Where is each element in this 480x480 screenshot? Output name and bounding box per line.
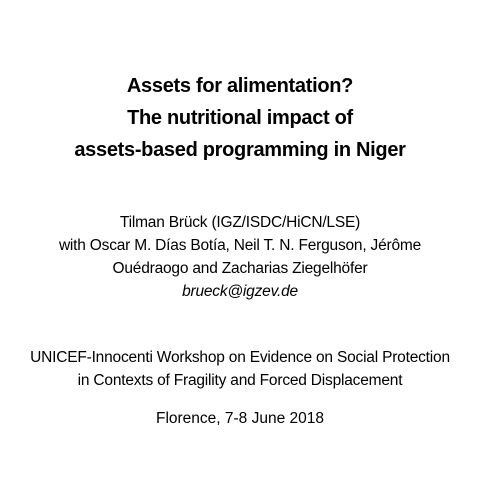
presentation-title xyxy=(0,70,480,166)
contact-email: brueck@igzev.de xyxy=(182,283,298,300)
presenter-line: Tilman Brück (IGZ/ISDC/HiCN/LSE) xyxy=(119,214,361,231)
title-line-3: assets-based programming in Niger xyxy=(74,139,406,161)
coauthors-line-1: with Oscar M. Días Botía, Neil T. N. Ferguson, Jérôme xyxy=(58,237,422,254)
event-line-2: in Contexts of Fragility and Forced Displacement xyxy=(77,372,403,389)
place-and-date: Florence, 7-8 June 2018 xyxy=(155,410,325,427)
title-line-2: The nutritional impact of xyxy=(127,107,353,129)
coauthors-line-2: Ouédraogo and Zacharias Ziegelhöfer xyxy=(112,260,368,277)
event-line-1: UNICEF-Innocenti Workshop on Evidence on Social Protection xyxy=(30,349,450,366)
event-name xyxy=(0,346,480,392)
title-line-1: Assets for alimentation? xyxy=(126,75,354,97)
author-block xyxy=(0,211,480,303)
